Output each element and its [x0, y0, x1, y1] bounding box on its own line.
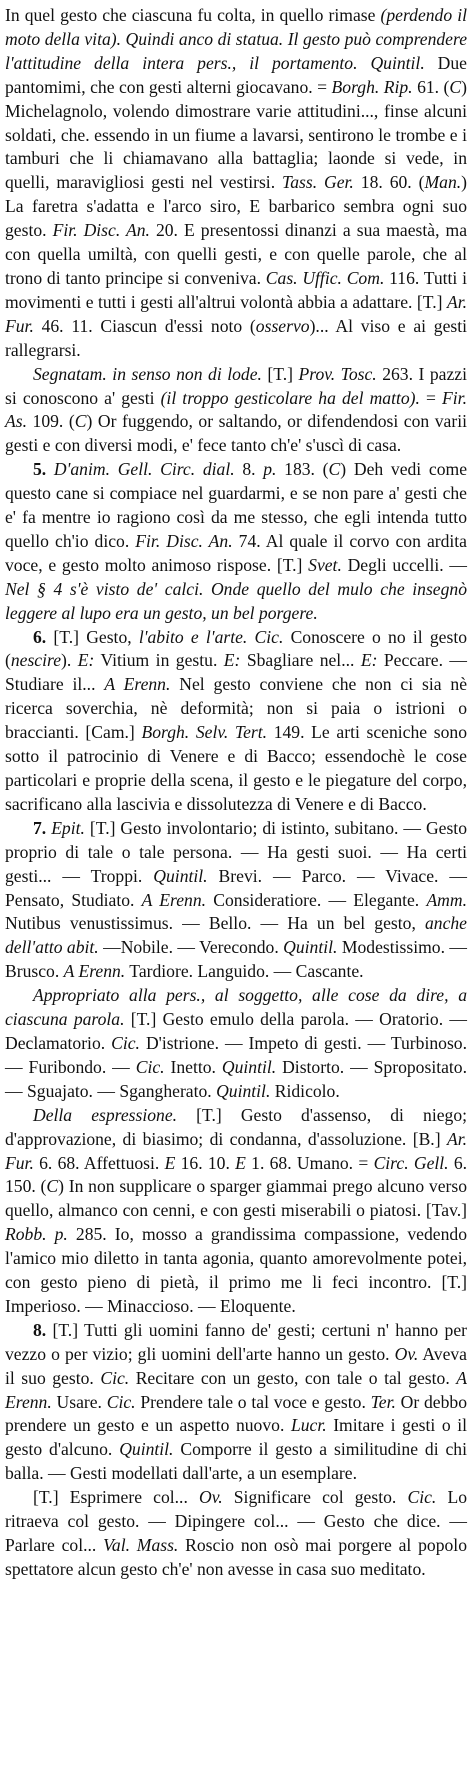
- entry-paragraph: [T.] Esprimere col... Ov. Significare col gesto. Cic. Lo ritraeva col gesto. — Dipingere col... — Gesto che dice. — Parlare col... Val. Mass. Roscio non osò mai porgere al popolo spettatore alcun gesto ch'e' non avesse in casa suo meditato.: [5, 1487, 467, 1579]
- entry-paragraph: Appropriato alla pers., al soggetto, alle cose da dire, a ciascuna parola. [T.] Gesto emulo della parola. — Oratorio. — Declamatorio. Cic. D'istrione. — Impeto di gesti. — Turbinoso. — Furibondo. — Cic. Inetto. Quintil. Distorto. — Spropositato. — Sguajato. — Sgangherato. Quintil. Ridicolo.: [5, 985, 467, 1101]
- entry-paragraph: Della espressione. [T.] Gesto d'assenso, di niego; d'approvazione, di biasimo; di condanna, d'assoluzione. [B.] Ar. Fur. 6. 68. Affettuosi. E 16. 10. E 1. 68. Umano. = Circ. Gell. 6. 150. (C) In non supplicare o sparger giammai prego alcuno verso quello, almanco con cenni, e con gesti miserabili o piatosi. [Tav.] Robb. p. 285. Io, mosso a grandissima compassione, vedendo l'amico mio diletto in tanta agonia, quanto amorevolmente potei, con gesto pieno di pietà, il primo me li feci incontro. [T.] Imperioso. — Minaccioso. — Eloquente.: [5, 1104, 468, 1316]
- entry-paragraph-section-7: 7. Epit. [T.] Gesto involontario; di istinto, subitano. — Gesto proprio di tale o tale persona. — Ha gesti suoi. — Ha certi gesti... — Troppi. Quintil. Brevi. — Parco. — Vivace. — Pensato, Studiato. A Erenn. Consideratiore. — Elegante. Amm. Nutibus venustissimus. — Bello. — Ha un bel gesto, anche dell'atto abit. —Nobile. — Verecondo. Quintil. Modestissimo. — Brusco. A Erenn. Tardiore. Languido. — Cascante.: [5, 817, 467, 982]
- entry-paragraph: Segnatam. in senso non di lode. [T.] Prov. Tosc. 263. I pazzi si conoscono a' gesti (il troppo gesticolare ha del matto). = Fir. As. 109. (C) Or fuggendo, or saltando, or difendendosi con varii gesti e con diversi modi, e' fece tanto ch'e' s'uscì di casa.: [5, 363, 467, 456]
- entry-paragraph-section-8: 8. [T.] Tutti gli uomini fanno de' gesti; certuni n' hanno per vezzo o per vizio; gli uomini dell'arte hanno un gesto. Ov. Aveva il suo gesto. Cic. Recitare con un gesto, con tale o tal gesto. A Erenn. Usare. Cic. Prendere tale o tal voce e gesto. Ter. Or debbo prendere un gesto e un aspetto nuovo. Lucr. Imitare i gesti o il gesto d'alcuno. Quintil. Comporre il gesto a similitudine di chi balla. — Gesti modellati dall'arte, a un esemplare.: [5, 1319, 468, 1484]
- entry-paragraph: In quel gesto che ciascuna fu colta, in quello rimase (perdendo il moto della vita). Quindi anco di statua. Il gesto può comprendere l'attitudine della intera pers., il portamento. Quintil. Due pantomimi, che con gesti alterni giocavano. = Borgh. Rip. 61. (C) Michelagnolo, volendo dimostrare varie attitudini..., finse alcuni soldati, che. essendo in un fiume a lavarsi, sentirono le trombe e i tamburi che li chiamavano alla battaglia; laonde si vede, in quelli, maravigliosi gesti nel vestirsi. Tass. Ger. 18. 60. (Man.) La faretra s'adatta e l'arco siro, E barbarico sembra ogni suo gesto. Fir. Disc. An. 20. E presentossi dinanzi a sua maestà, ma con quella umiltà, con quelli gesti, e con quelle parole, che al trono di tanto principe si conveniva. Cas. Uffic. Com. 116. Tutti i movimenti e tutti i gesti all'altrui volontà abbia a adattare. [T.] Ar. Fur. 46. 11. Ciascun d'essi noto (osservo)... Al viso e ai gesti rallegrarsi.: [5, 5, 468, 360]
- entry-paragraph-section-5: 5. D'anim. Gell. Circ. dial. 8. p. 183. (C) Deh vedi come questo cane si compiace nel guardarmi, e se non pare a' gesti che e' fa mentre io ragiono così da me stesso, che egli intenda tutto quello ch'io dico. Fir. Disc. An. 74. Al quale il corvo con ardita voce, e gesto molto animoso rispose. [T.] Svet. Degli uccelli. — Nel § 4 s'è visto de' calci. Onde quello del mulo che insegnò leggere al lupo era un gesto, un bel porgere.: [5, 459, 468, 623]
- entry-paragraph-section-6: 6. [T.] Gesto, l'abito e l'arte. Cic. Conoscere o no il gesto (nescire). E: Vitium in gestu. E: Sbagliare nel... E: Peccare. — Studiare il... A Erenn. Nel gesto conviene che non ci sia nè ricerca soverchia, nè deformità; non si paia o istrioni o braccianti. [Cam.] Borgh. Selv. Tert. 149. Le arti sceniche sono sotto il patrocinio di Venere e di Bacco; essendochè le cose particolari e proprie della scena, il gesto e le piegature del corpo, sacrificano alla lascivia e dissolutezza di Venere e di Bacco.: [5, 626, 468, 814]
